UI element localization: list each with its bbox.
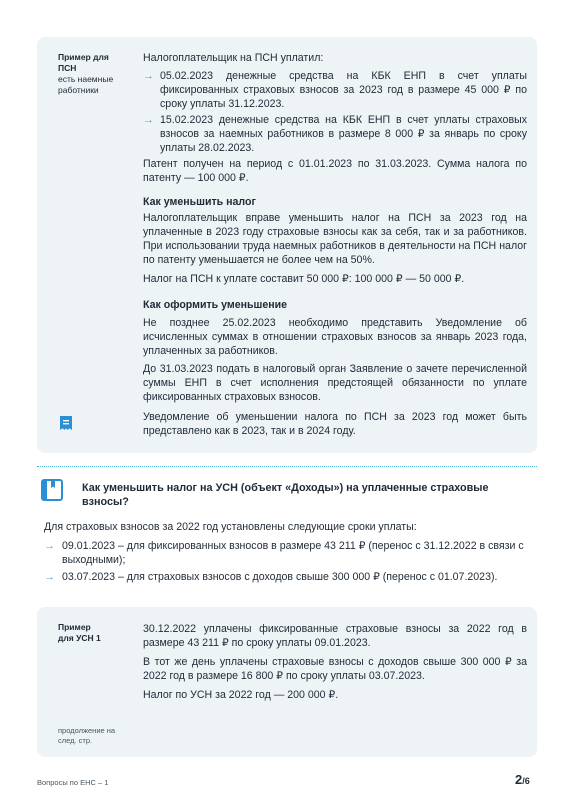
psn-formalize-text-1: Не позднее 25.02.2023 необходимо представить Уведомление об исчисленных суммах в отношении страховых взносов за январь 2023 года, уплаченных за работников. <box>143 317 527 357</box>
psn-heading-reduce: Как уменьшить налог <box>143 196 256 208</box>
document-icon <box>59 415 73 431</box>
arrow-right-icon: → <box>143 114 154 126</box>
psn-tax-amount: Налог на ПСН к уплате составит 50 000 ₽: 100 000 ₽ — 50 000 ₽. <box>143 273 465 285</box>
example-psn-label-title: Пример для ПСН <box>58 52 109 73</box>
psn-patent: Патент получен на период с 01.01.2023 по 31.03.2023. Сумма налога по патенту — 100 000 ₽. <box>143 158 527 184</box>
usn-text-2: В тот же день уплачены страховые взносы с доходов свыше 300 000 ₽ за 2022 год в размере 16 800 ₽ по сроку уплаты 03.07.2023. <box>143 656 527 682</box>
usn-text-3: Налог по УСН за 2022 год — 200 000 ₽. <box>143 689 339 701</box>
example-usn-label <box>58 622 102 644</box>
section-title: Как уменьшить налог на УСН (объект «Доходы») на уплаченные страховые взносы? <box>82 482 489 508</box>
psn-intro: Налогоплательщик на ПСН уплатил: <box>143 52 324 64</box>
section-divider <box>37 466 537 467</box>
psn-bullet-1: 05.02.2023 денежные средства на КБК ЕНП в счет уплаты фиксированных страховых взносов за 2023 год в размере 45 000 ₽ по сроку уплаты 31.12.2023. <box>160 70 527 110</box>
arrow-right-icon: → <box>44 540 55 552</box>
psn-reduce-text: Налогоплательщик вправе уменьшить налог на ПСН за 2023 год на уплаченные в 2023 году страховые взносы как за себя, так и за работников. При использовании труда наемных работников в деятельности на ПСН налог по патенту уменьшается не более чем на 50%. <box>143 212 527 266</box>
continued-note: продолжение на след. стр. <box>58 726 116 745</box>
psn-heading-formalize: Как оформить уменьшение <box>143 299 288 311</box>
book-icon <box>40 478 64 502</box>
psn-notice-text: Уведомление об уменьшении налога по ПСН за 2023 год может быть представлено как в 2023, так и в 2024 году. <box>143 411 527 437</box>
page-number <box>515 772 530 787</box>
psn-bullet-2: 15.02.2023 денежные средства на КБК ЕНП в счет уплаты страховых взносов за наемных работников в размере 8 000 ₽ за январь по сроку уплаты 28.02.2023. <box>160 114 527 154</box>
section-bullet-1: 09.01.2023 – для фиксированных взносов в размере 43 211 ₽ (перенос с 31.12.2022 в связи с выходными); <box>62 540 524 566</box>
section-bullet-2: 03.07.2023 – для страховых взносов с доходов свыше 300 000 ₽ (перенос с 01.07.2023). <box>62 571 498 583</box>
example-usn-label-title: Пример для УСН 1 <box>58 622 101 643</box>
footer-title: Вопросы по ЕНС – 1 <box>37 778 109 787</box>
arrow-right-icon: → <box>143 70 154 82</box>
section-intro: Для страховых взносов за 2022 год установлены следующие сроки уплаты: <box>44 521 417 533</box>
usn-text-1: 30.12.2022 уплачены фиксированные страховые взносы за 2022 год в размере 43 211 ₽ по сроку уплаты 09.01.2023. <box>143 623 527 649</box>
arrow-right-icon: → <box>44 571 55 583</box>
page-current: 2 <box>515 772 523 787</box>
example-psn-label <box>58 52 128 96</box>
example-psn-label-sub: есть наемные работники <box>58 74 114 95</box>
psn-formalize-text-2: До 31.03.2023 подать в налоговый орган Заявление о зачете перечисленной суммы ЕНП в счет исполнения предстоящей обязанности по уплате фиксированных страховых взносов. <box>143 363 527 403</box>
page-total: /6 <box>522 776 530 786</box>
